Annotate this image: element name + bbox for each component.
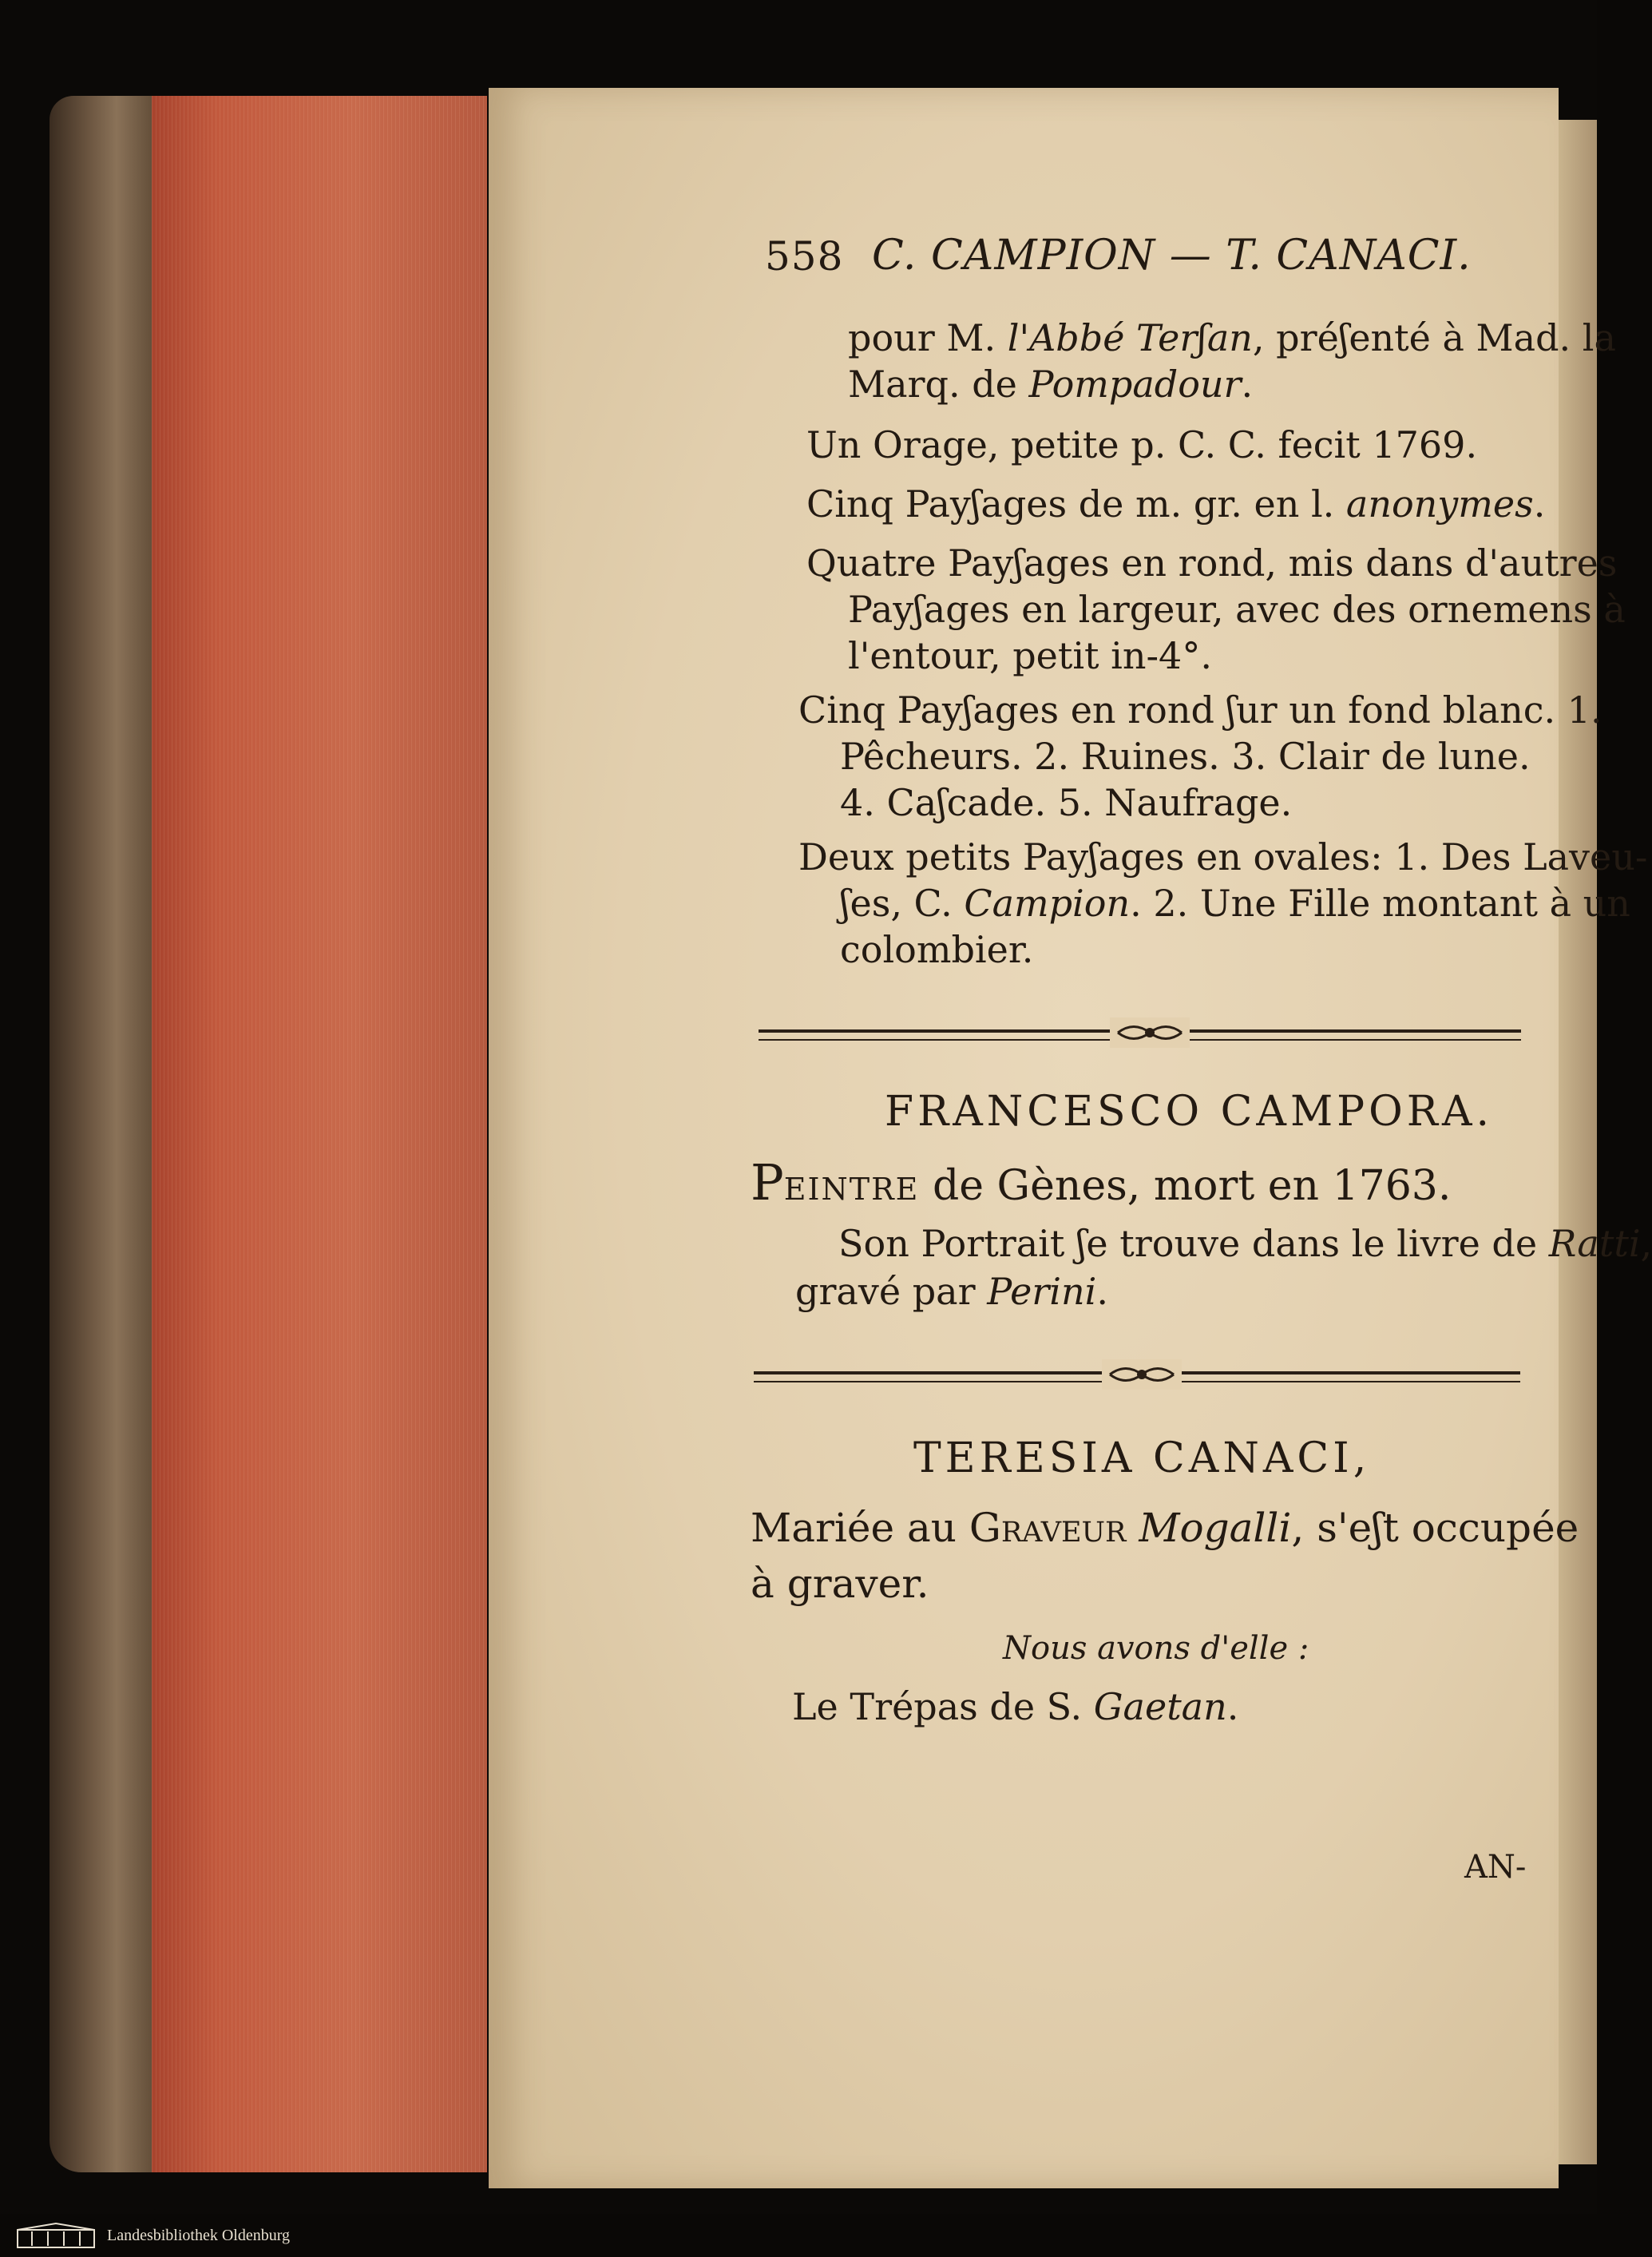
entry-text: l'entour, petit in-4°. <box>848 634 1212 677</box>
entry-italic-text: anonymes <box>1345 482 1534 526</box>
canaci-desc-caps: Graveur <box>969 1505 1127 1551</box>
entry-text: Cinq Payʃages en rond ʃur un fond blanc. 1. <box>798 688 1602 732</box>
entry-text: Marq. de <box>848 363 1029 406</box>
entry-italic-text: Campion <box>964 882 1131 925</box>
entry-text: Payʃages en largeur, avec des ornemens à <box>848 588 1626 631</box>
campora-note-line-1 <box>838 1222 1652 1265</box>
canaci-description-line-1 <box>751 1505 1579 1551</box>
entry-text: Un Orage, petite p. C. C. fecit 1769. <box>806 423 1478 466</box>
campora-note-punct: , <box>1640 1222 1652 1265</box>
catchword: AN- <box>1464 1849 1527 1886</box>
canaci-work-italic: Gaetan <box>1093 1685 1227 1728</box>
entry-text: colombier. <box>840 928 1034 971</box>
entry-line <box>798 835 1648 879</box>
campora-note-text: Son Portrait ʃe trouve dans le livre de <box>838 1222 1549 1265</box>
entry-line <box>840 735 1531 778</box>
canaci-desc-italic: Mogalli <box>1139 1505 1292 1551</box>
entry-line <box>840 928 1034 971</box>
page-number: 558 <box>765 233 844 280</box>
canaci-desc-text: Mariée au <box>751 1505 969 1551</box>
canaci-desc-rest: , s'eʃt occupée <box>1291 1505 1579 1551</box>
canaci-work <box>792 1685 1239 1728</box>
entry-italic-text: l'Abbé Terʃan <box>1007 316 1253 359</box>
entry-text: . <box>1241 363 1254 406</box>
canaci-intro: Nous avons d'elle : <box>1003 1630 1309 1667</box>
rule-ornament-icon <box>1102 1359 1182 1390</box>
campora-desc-rest: de Gènes, mort en 1763. <box>919 1162 1452 1210</box>
entry-italic-text: Pompadour <box>1028 363 1242 406</box>
entry-line <box>840 882 1630 925</box>
entry-line <box>848 588 1626 631</box>
entry-text: Pêcheurs. 2. Ruines. 3. Clair de lune. <box>840 735 1531 778</box>
running-title: C. CAMPION — T. CANACI. <box>872 232 1472 280</box>
entry-text: , préʃenté à Mad. la <box>1252 316 1616 359</box>
entry-line <box>848 634 1212 677</box>
scan-footer <box>0 2214 1597 2257</box>
library-label: Landesbibliothek Oldenburg <box>107 2227 291 2244</box>
canaci-work-punct: . <box>1226 1685 1239 1728</box>
entry-line <box>806 482 1546 526</box>
entry-text: Deux petits Payʃages en ovales: 1. Des Laveu- <box>798 835 1648 879</box>
canaci-work-text: Le Trépas de S. <box>792 1685 1094 1728</box>
campora-note-line-2 <box>795 1270 1108 1313</box>
campora-description <box>751 1153 1452 1212</box>
campora-note-italic: Perini <box>987 1270 1097 1313</box>
section-title-canaci: TERESIA CANACI, <box>913 1434 1371 1482</box>
entry-line <box>798 688 1602 732</box>
campora-note-text: gravé par <box>795 1270 988 1313</box>
canaci-desc-space <box>1126 1505 1139 1551</box>
library-building-icon <box>16 2222 96 2249</box>
entry-text: Quatre Payʃages en rond, mis dans d'autres <box>806 541 1618 585</box>
section-title-campora: FRANCESCO CAMPORA. <box>885 1088 1494 1136</box>
entry-text: . 2. Une Fille montant à un <box>1130 882 1630 925</box>
rule-ornament-icon <box>1110 1017 1190 1048</box>
campora-note-italic: Ratti <box>1548 1222 1641 1265</box>
facing-page-edge <box>1559 120 1597 2164</box>
canaci-description-line-2: à graver. <box>751 1561 929 1607</box>
page-edges <box>152 96 487 2172</box>
ornamental-rule-middle <box>754 1369 1520 1380</box>
entry-text: pour M. <box>848 316 1008 359</box>
entry-line <box>806 423 1478 466</box>
campora-desc-initial: P <box>751 1153 784 1212</box>
entry-line <box>840 781 1293 824</box>
ornamental-rule-top <box>759 1027 1521 1038</box>
entry-line <box>848 363 1254 406</box>
book-binding <box>50 96 161 2172</box>
campora-desc-caps: EINTRE <box>783 1172 920 1207</box>
campora-note-punct: . <box>1096 1270 1108 1313</box>
entry-text: ʃes, C. <box>840 882 965 925</box>
entry-line <box>806 541 1618 585</box>
entry-text: . <box>1533 482 1546 526</box>
entry-text: Cinq Payʃages de m. gr. en l. <box>806 482 1346 526</box>
entry-text: 4. Caʃcade. 5. Naufrage. <box>840 781 1293 824</box>
entry-line <box>848 316 1616 359</box>
